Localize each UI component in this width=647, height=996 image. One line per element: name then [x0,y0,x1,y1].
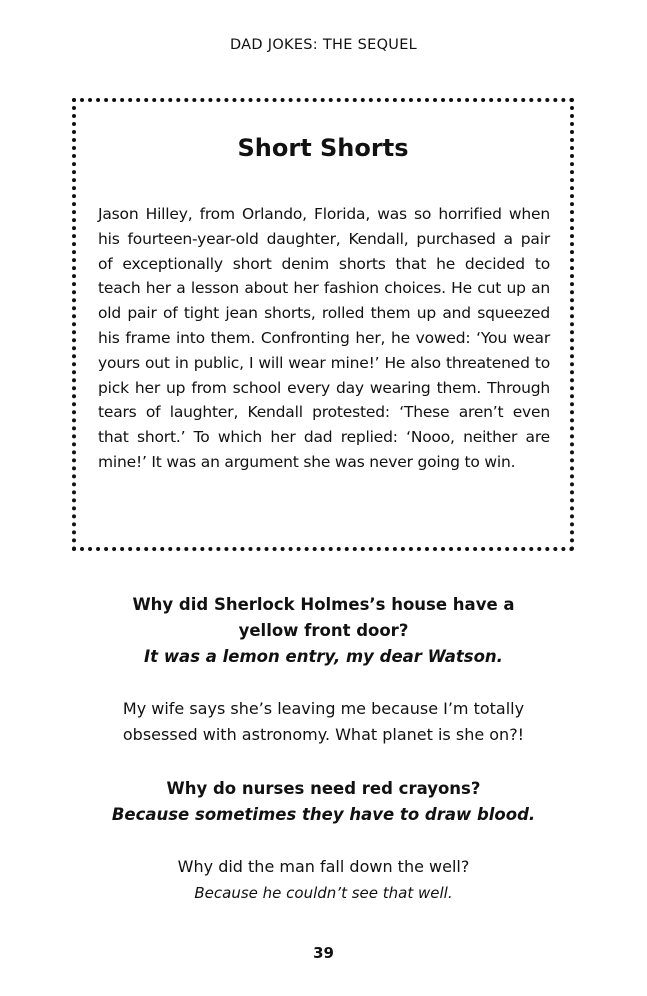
joke-astronomy [60,696,587,748]
joke-well [60,854,587,906]
joke-question: Why did the man fall down the well? [177,857,470,876]
joke-question-line: Why did Sherlock Holmes’s house have a [132,595,515,614]
feature-title: Short Shorts [237,134,409,162]
joke-answer: Because sometimes they have to draw blood. [111,805,536,824]
joke-line: obsessed with astronomy. What planet is she on?! [122,725,525,744]
joke-answer: Because he couldn’t see that well. [194,884,453,902]
joke-sherlock [60,592,587,670]
running-head: DAD JOKES: THE SEQUEL [229,37,418,53]
joke-line: My wife says she’s leaving me because I’m totally [122,699,525,718]
feature-box [72,98,574,551]
page-number: 39 [313,944,334,962]
joke-question: Why do nurses need red crayons? [166,779,481,798]
joke-question-line: yellow front door? [238,621,409,640]
feature-body: Jason Hilley, from Orlando, Florida, was so horrified when his fourteen-year-old daughter, Kendall, purchased a pair of exceptionally short denim shorts that he decided to teach her a lesson about her fashion choices. He cut up an old pair of tight jean shorts, rolled them up and squeezed his frame into them. Confronting her, he vowed: ‘You wear yours out in public, I will wear mine!’ He also threatened to pick her up from school every day wearing them. Through tears of laughter, Kendall protested: ‘These aren’t even that short.’ To which her dad replied: ‘Nooo, neither are mine!’ It was an argument she was never going to win. [98,205,550,471]
joke-answer: It was a lemon entry, my dear Watson. [144,647,503,666]
joke-nurses [60,776,587,828]
